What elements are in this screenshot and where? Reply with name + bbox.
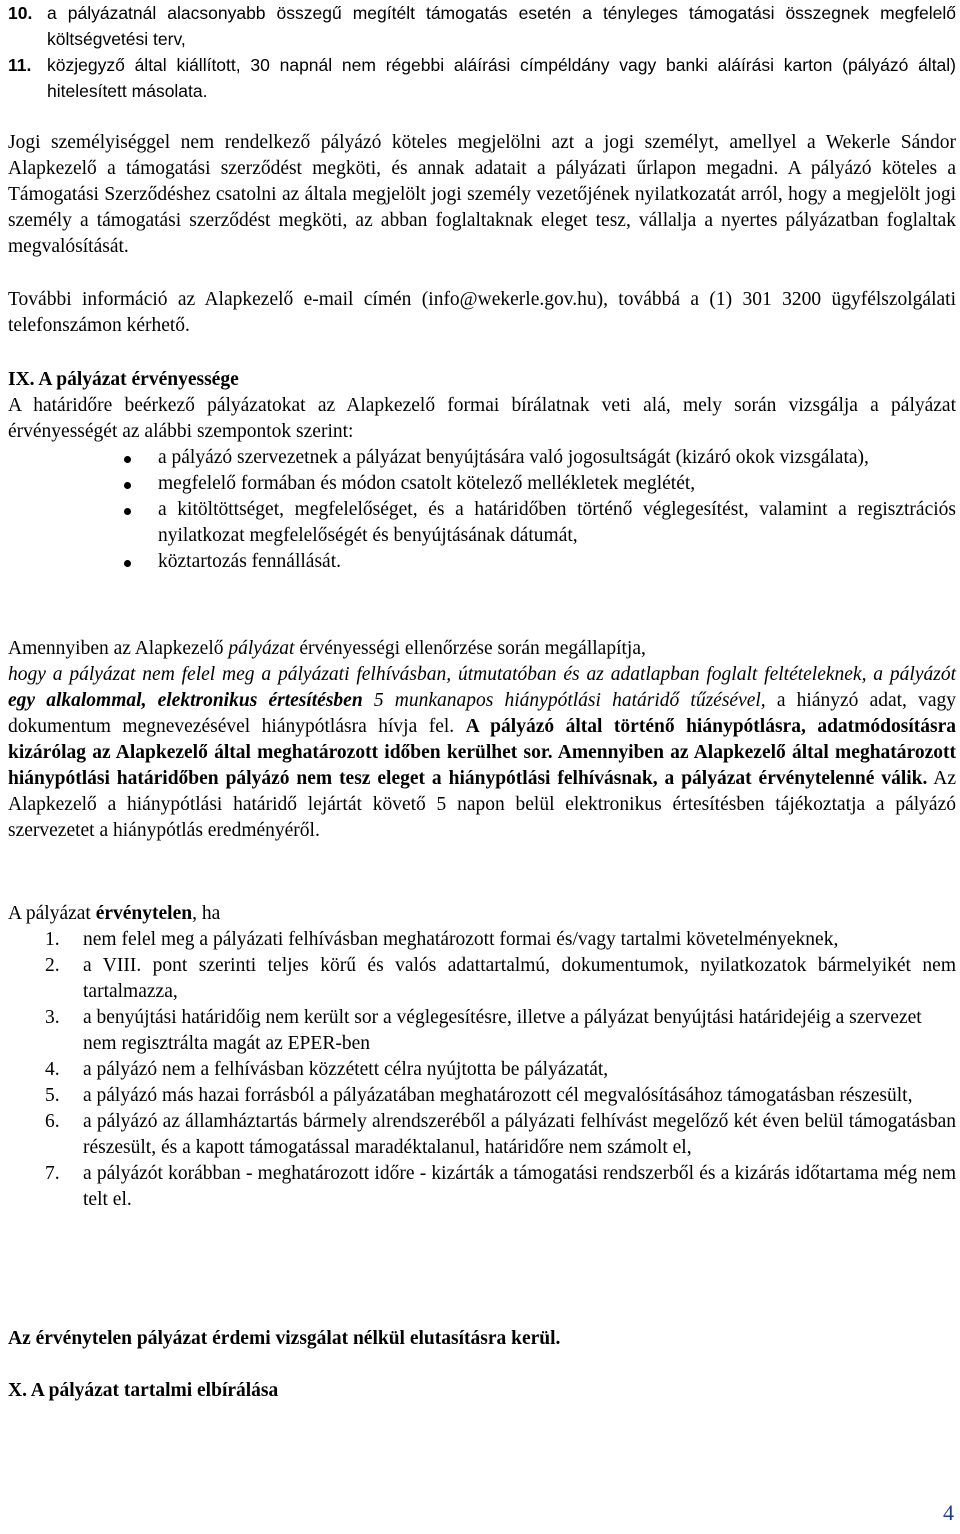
item-text: a benyújtási határidőig nem került sor a véglegesítésre, illetve a pályázat benyújtási határidejéig a szervezet nem regisztrálta magát az EPER-ben [83, 1007, 922, 1054]
bullet-icon [124, 456, 131, 463]
rejection-statement: Az érvénytelen pályázat érdemi vizsgálat nélkül elutasításra kerül. [8, 1328, 561, 1349]
page-number: 4 [943, 1500, 954, 1525]
bullet-item [8, 445, 956, 471]
section-ix [8, 367, 956, 575]
section-ix-title: A pályázat érvényessége [38, 369, 239, 390]
item-number: 2. [45, 955, 60, 976]
text-run-italic: pályázat [228, 638, 295, 659]
bullet-text: köztartozás fennállását. [158, 551, 341, 572]
bullet-item [8, 497, 956, 549]
bullet-icon [124, 560, 131, 567]
section-ix-heading [8, 367, 956, 393]
bullet-item [8, 549, 956, 575]
invalid-list [8, 927, 956, 1213]
info-paragraph: További információ az Alapkezelő e-mail címén (info@wekerle.gov.hu), továbbá a (1) 301 3200 ügyfélszolgálati telefonszámon kérhető. [8, 289, 956, 336]
bullet-text: a pályázó szervezetnek a pályázat benyújtására való jogosultságát (kizáró okok vizsgálata), [158, 447, 869, 468]
text-run: Amennyiben az Alapkezelő [8, 638, 229, 659]
text-run: a hiányzó adat, vagy dokumentum megnevezésével hiánypótlásra hívja fel. [8, 690, 956, 737]
bullet-item [8, 471, 956, 497]
text-run: érvényességi ellenőrzése során megállapítja, [294, 638, 646, 659]
bullet-text: megfelelő formában és módon csatolt kötelező mellékletek meglétét, [158, 473, 696, 494]
item-number: 6. [45, 1111, 60, 1132]
list-item [8, 52, 956, 104]
item-number: 3. [45, 1007, 60, 1028]
bullet-text: a kitöltöttséget, megfelelőséget, és a határidőben történő véglegesítést, valamint a regisztrációs nyilatkozat megfelelőségét és benyújtásának dátumát, [158, 499, 956, 546]
numbered-item [8, 1005, 956, 1057]
item-number: 7. [45, 1163, 60, 1184]
section-x-heading: X. A pályázat tartalmi elbírálása [8, 1380, 279, 1401]
text-run-italic: hogy a pályázat nem felel meg a pályázati felhívásban, útmutatóban és az adatlapban foglalt feltételeknek, a pályázót [8, 664, 956, 685]
item-number: 5. [45, 1085, 60, 1106]
numbered-item [8, 1057, 956, 1083]
deficiency-body [8, 662, 956, 844]
section-ix-intro: A határidőre beérkező pályázatokat az Alapkezelő formai bírálatnak veti alá, mely során vizsgálja a pályázat érvényességét az alábbi szempontok szerint: [8, 395, 956, 442]
attachment-list [8, 0, 956, 104]
text-run-bold-italic: egy alkalommal, elektronikus értesítésben [8, 690, 363, 711]
item-number: 4. [45, 1059, 60, 1080]
text-run: , ha [192, 903, 221, 924]
criteria-list [8, 445, 956, 575]
text-run-bold: érvénytelen [95, 903, 193, 924]
list-item-number: 10. [8, 3, 33, 23]
item-text: nem felel meg a pályázati felhívásban meghatározott formai és/vagy tartalmi követelményeknek, [83, 929, 839, 950]
item-text: a VIII. pont szerinti teljes körű és valós adattartalmú, dokumentumok, nyilatkozatok bármelyikét nem tartalmazza, [83, 955, 956, 1002]
item-text: a pályázó az államháztartás bármely alrendszeréből a pályázati felhívást megelőző két éven belül támogatásban részesült, és a kapott támogatással maradéktalanul, határidőre nem számolt el, [83, 1111, 956, 1158]
bullet-icon [124, 482, 131, 489]
deficiency-first-line [8, 636, 956, 662]
list-item [8, 0, 956, 52]
text-run-italic: 5 munkanapos hiánypótlási határidő tűzésével, [362, 690, 766, 711]
list-item-number: 11. [8, 55, 32, 75]
deficiency-paragraph [8, 636, 956, 844]
numbered-item [8, 927, 956, 953]
item-text: a pályázót korábban - meghatározott időre - kizárták a támogatási rendszerből és a kizárás időtartama még nem telt el. [83, 1163, 956, 1210]
legal-entity-paragraph: Jogi személyiséggel nem rendelkező pályázó köteles megjelölni azt a jogi személyt, amellyel a Wekerle Sándor Alapkezelő a támogatási szerződést megköti, és annak adatait a pályázati űrlapon megadni. A pályázó köteles a Támogatási Szerződéshez csatolni az általa megjelölt jogi személy vezetőjének nyilatkozatát arról, hogy a megjelölt jogi személy a támogatási szerződést megköti, az abban foglaltaknak eleget tesz, vállalja a nyertes pályázatban foglaltak megvalósítását. [8, 132, 956, 257]
numbered-item [8, 1083, 956, 1109]
item-text: a pályázó más hazai forrásból a pályázatában meghatározott cél megvalósításához támogatásban részesült, [83, 1085, 913, 1106]
text-run: Az Alapkezelő a hiánypótlási határidő lejártát követő 5 napon belül elektronikus értesítésben tájékoztatja a pályázó szervezetet a hiánypótlás eredményéről. [8, 768, 956, 841]
numbered-item [8, 1109, 956, 1161]
text-run-bold: A pályázó által történő hiánypótlásra, adatmódosításra kizárólag az Alapkezelő által meghatározott időben kerülhet sor. Amennyiben az Alapkezelő által meghatározott hiánypótlási határidőben pályázó nem tesz eleget a hiánypótlási felhívásnak, a pályázat érvénytelenné válik. [8, 716, 956, 789]
numbered-item [8, 953, 956, 1005]
invalid-section [8, 901, 956, 1213]
list-item-text: közjegyző által kiállított, 30 napnál nem régebbi aláírási címpéldány vagy banki aláírási karton (pályázó által) hitelesített másolata. [47, 55, 956, 101]
text-run: A pályázat [8, 903, 96, 924]
section-ix-number: IX. [8, 369, 35, 390]
item-number: 1. [45, 929, 60, 950]
list-item-text: a pályázatnál alacsonyabb összegű megítélt támogatás esetén a tényleges támogatási összegnek megfelelő költségvetési terv, [47, 3, 956, 49]
bullet-icon [124, 508, 131, 515]
numbered-item [8, 1161, 956, 1213]
item-text: a pályázó nem a felhívásban közzétett célra nyújtotta be pályázatát, [83, 1059, 609, 1080]
invalid-intro [8, 901, 956, 927]
